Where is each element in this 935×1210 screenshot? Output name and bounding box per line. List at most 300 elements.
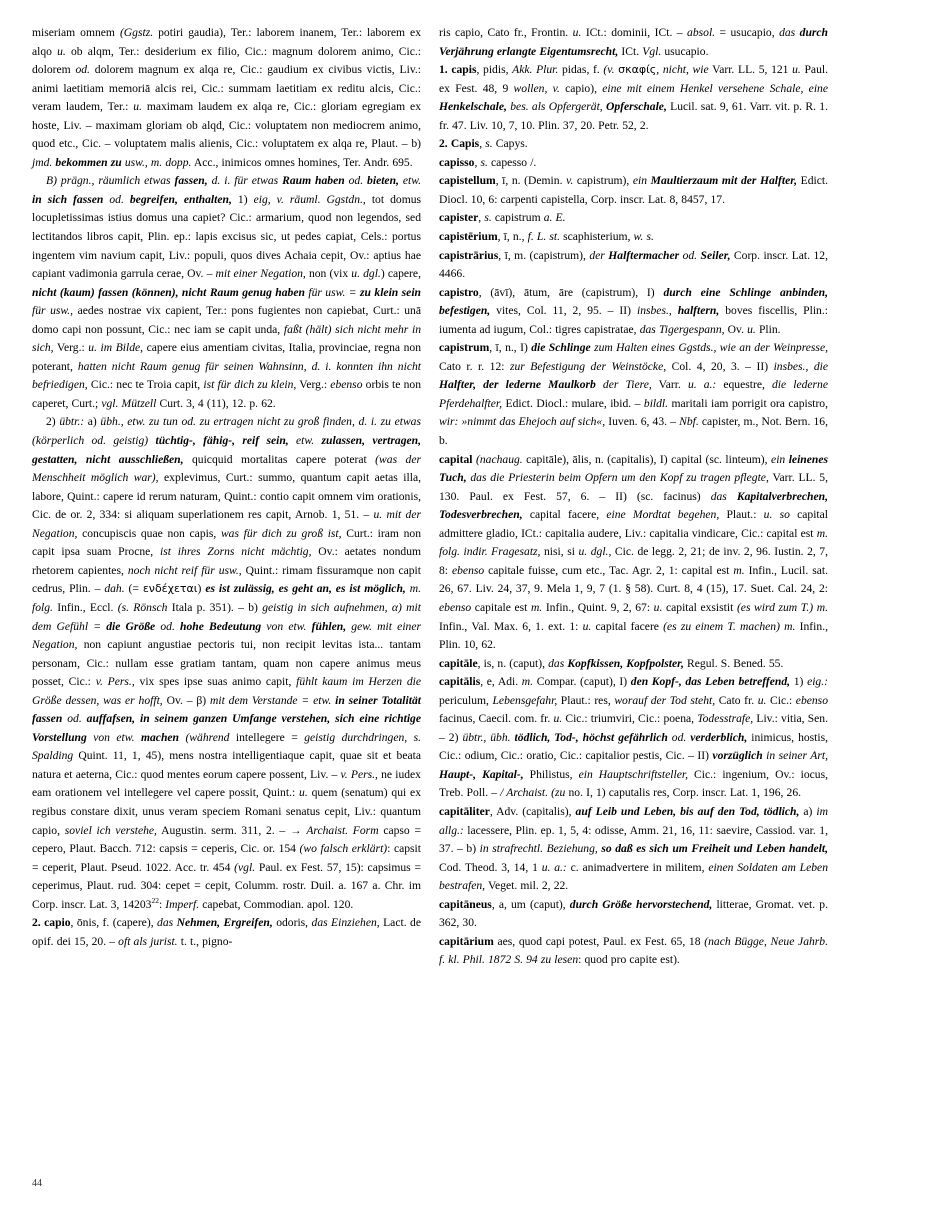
gloss-italic: ebenso bbox=[330, 378, 363, 392]
gloss-italic: von etw. bbox=[93, 730, 141, 744]
gloss-italic: absol. bbox=[687, 26, 716, 39]
latin-text: capesso /. bbox=[487, 155, 537, 169]
gloss-italic: m. bbox=[733, 563, 745, 577]
gloss-italic: von etw. bbox=[266, 619, 312, 633]
gloss-italic: in seiner Art, bbox=[766, 749, 828, 763]
gloss-italic: insbes., die bbox=[773, 359, 829, 373]
headword: capistro bbox=[439, 285, 479, 299]
latin-text: Paul. ex Fest. 57, 15): capsimus = ceperimus, Plaut. rud. 304: cepet = cepit, Columm. rostr. Duil. a. 167 a. Chr. im Corp. inscr. Lat. 3, 14203 bbox=[32, 860, 421, 911]
latin-text: capistrum bbox=[491, 211, 544, 225]
latin-text: inimicus, hostis, Cic.: odium, Cic.: oratio, Cic.: capitalior pestis, Cic. – II) bbox=[439, 730, 829, 763]
latin-text: Verg.: bbox=[296, 378, 331, 392]
latin-text: Curt.: iram non capit ipsa suam Procne, bbox=[32, 526, 421, 559]
gloss-italic: B) bbox=[46, 174, 61, 188]
gloss-italic: prägn., räumlich etwas bbox=[60, 174, 175, 188]
latin-text: , ī, n. (Demin. bbox=[495, 174, 567, 188]
german-meaning: Raum haben bbox=[282, 174, 349, 188]
entry-continuation bbox=[32, 172, 421, 413]
gloss-italic: zur Befestigung der Weinstöcke, bbox=[509, 359, 667, 373]
latin-text: capitāle), ālis, n. (capitalis), I) capital (sc. linteum), bbox=[522, 452, 772, 466]
latin-text: Corp. inscr. Lat. 12, 4466. bbox=[439, 248, 828, 281]
dictionary-entry bbox=[439, 247, 828, 284]
gloss-italic: ist ihres Zorns nicht mächtig, bbox=[160, 545, 312, 559]
gloss-italic: / Archaist. (zu bbox=[500, 786, 566, 800]
german-meaning: die Schlinge bbox=[531, 341, 595, 355]
latin-text: 1) bbox=[231, 192, 254, 206]
latin-text: Iuven. 6, 43. – bbox=[605, 415, 680, 429]
german-meaning: tödlich, Tod-, höchst gefährlich bbox=[514, 730, 672, 744]
gloss-italic: od. bbox=[67, 712, 87, 726]
latin-text: Ov. bbox=[724, 322, 748, 336]
gloss-italic: α) bbox=[387, 600, 407, 614]
latin-text: Infin., Val. Max. 6, 1. ext. 1: bbox=[439, 619, 583, 633]
headword: capistrārius bbox=[439, 248, 499, 262]
latin-text: , (āvī), ātum, āre (capistrum), I) bbox=[478, 285, 664, 299]
gloss-italic: d. i. für etwas bbox=[207, 174, 283, 188]
latin-text: Regul. S. Bened. 55. bbox=[683, 656, 784, 670]
gloss-italic: was für dich zu groß ist, bbox=[220, 526, 342, 540]
dictionary-entry bbox=[439, 339, 828, 450]
latin-text: = usucapio, bbox=[715, 26, 780, 39]
gloss-italic: hatten nicht Raum genug für seinen Wahnsinn, d. i. konnten ihn nicht befriedigen, bbox=[32, 359, 421, 392]
gloss-italic: a. E. bbox=[543, 211, 566, 225]
latin-text: Plaut.: bbox=[719, 508, 764, 522]
headword: capitālis bbox=[439, 675, 481, 689]
gloss-italic: u. a.: bbox=[541, 860, 567, 874]
latin-text: capio), bbox=[559, 81, 603, 95]
gloss-italic: (vgl. bbox=[234, 860, 256, 874]
gloss-italic: faßt (hält) sich nicht mehr in sich, bbox=[32, 322, 421, 355]
latin-text: dolorem magnum ex alqa re, Cic.: gaudium ex civibus victis, Liv.: animi laetitiam memoriā alcis rei, Cic.: summam laetitiam ex reditu alcis, Cic.: veram laudem, Ter.: bbox=[32, 63, 421, 114]
gloss-italic: bildl. bbox=[643, 396, 669, 410]
latin-text: c. animadvertere in militem, bbox=[566, 860, 709, 874]
gloss-italic: ein bbox=[771, 452, 789, 466]
latin-text: , bbox=[479, 137, 486, 151]
gloss-italic: usw., m. dopp. bbox=[124, 155, 192, 169]
gloss-italic: s. bbox=[484, 211, 492, 225]
gloss-italic: (während bbox=[185, 730, 230, 744]
dictionary-entry bbox=[439, 135, 828, 154]
latin-text: Ov. – β) bbox=[162, 693, 211, 707]
gloss-italic: (was der Menschheit möglich war), bbox=[32, 452, 421, 485]
latin-text: vix spes ipse suas animo capit, bbox=[134, 675, 297, 689]
latin-text: quicquid mortalitas capere poterat bbox=[183, 452, 376, 466]
gloss-italic: Lebensgefahr, bbox=[492, 693, 558, 707]
german-meaning: es ist zulässig, es geht an, es ist möglich, bbox=[205, 582, 406, 596]
latin-text: scaphisterium, bbox=[559, 230, 634, 244]
gloss-italic: (Ggstz. bbox=[119, 26, 154, 39]
gloss-italic: u. bbox=[553, 712, 563, 726]
german-meaning: durch Größe hervorstechend, bbox=[569, 897, 713, 911]
gloss-italic: etw. bbox=[398, 174, 422, 188]
latin-text: , a, um (caput), bbox=[491, 897, 570, 911]
german-meaning: begreifen, enthalten, bbox=[129, 192, 232, 206]
latin-text: , pidis, bbox=[476, 63, 513, 77]
gloss-italic: (v. bbox=[603, 63, 619, 77]
gloss-italic: eig, v. räuml. Ggstdn., bbox=[253, 192, 366, 206]
latin-text: ob alqm, Ter.: desiderium ex filio, Cic.: magnum dolorem animo, Cic.: dolorem bbox=[32, 44, 421, 77]
latin-text: non (vix bbox=[305, 267, 352, 281]
gloss-italic: bes. als Opfergerät, bbox=[506, 100, 603, 114]
gloss-italic: u. bbox=[572, 26, 582, 39]
gloss-italic: gew. mit einer Negation, bbox=[32, 619, 421, 652]
latin-text: quem (senatum) qui ex regibus constare dixit, unus veram speciem Romani senatus cepit, Liv.: quantum capio, bbox=[32, 786, 421, 837]
latin-text: concupiscis quae non capis, bbox=[77, 526, 221, 540]
latin-text: Lucil. sat. 9, 61. Varr. vit. p. R. 1. fr. 47. Liv. 10, 7, 10. Plin. 37, 20. Petr. 52, 2. bbox=[439, 100, 828, 132]
entry-continuation bbox=[439, 24, 828, 61]
latin-text: maximam laudem ex alqa re, Cic.: gloriam egregiam ex hoste, Liv. – maximam gloriam ob alqd, Cic.: voluptatem non mediocrem animo, quod etc., Cic. – voluptatem malis alienis, Cic.: voluptatem ex alqa re, Plaut. – b) bbox=[32, 100, 421, 151]
gloss-italic: im allg.: bbox=[439, 804, 828, 837]
gloss-italic: insbes., bbox=[636, 304, 678, 318]
latin-text: tot domus locupletissimas istius domus una capiet? Cic.: armarium, quod non legendos, sed lectitandos libros capit, Plin. ep.: lapis excisus sic, ut pedes capiat, Cels.: portus ingentem vim navium capit, Liv.: populi, quos dives Achaia cepit, Ov.: aptius hae capiant vadimonia garrula cerae, Ov. – bbox=[32, 192, 422, 281]
latin-text: Cic.: bbox=[766, 693, 796, 707]
gloss-italic: (nachaug. bbox=[476, 452, 523, 466]
gloss-italic: od. bbox=[348, 174, 368, 188]
gloss-italic: ebenso bbox=[451, 563, 485, 577]
latin-text: Lact. de opif. dei 15, 20. – bbox=[32, 916, 421, 948]
gloss-italic: einen Soldaten am Leben bestrafen, bbox=[439, 860, 829, 893]
german-meaning: Kopfkissen, Kopfpolster, bbox=[567, 656, 684, 670]
entry-continuation bbox=[32, 413, 421, 914]
latin-text: litterae, Gromat. vet. p. 362, 30. bbox=[439, 897, 828, 930]
gloss-italic: zum Halten eines Ggstds., wie an der Weinpresse, bbox=[594, 341, 828, 355]
latin-text: Infin., Eccl. bbox=[52, 600, 118, 614]
german-meaning: den Kopf-, das Leben betreffend, bbox=[630, 675, 791, 689]
gloss-italic: fühlt kaum im Herzen die Größe dessen, was er hofft, bbox=[32, 675, 421, 707]
latin-text: ) capere, bbox=[380, 267, 421, 281]
latin-text: Curt. 3, 4 (11), 12. p. 62. bbox=[156, 396, 276, 410]
gloss-italic: s. bbox=[480, 155, 488, 169]
gloss-italic: od. bbox=[682, 248, 701, 262]
gloss-italic: u. a.: bbox=[687, 378, 717, 392]
gloss-italic: u. bbox=[57, 44, 66, 58]
gloss-italic: die lederne Pferdehalfter, bbox=[439, 378, 828, 410]
gloss-italic: das die Priesterin beim Opfern um den Kopf zu tragen pflegte, bbox=[466, 471, 769, 485]
gloss-italic: oft als jurist. bbox=[118, 934, 178, 948]
latin-text: Plaut.: res, bbox=[557, 693, 615, 707]
gloss-italic: noch nicht reif für usw., bbox=[127, 563, 242, 577]
latin-text: Plin. bbox=[755, 322, 781, 336]
gloss-italic: Archaist. Form bbox=[306, 823, 379, 837]
headword: capistērium bbox=[439, 230, 498, 244]
gloss-italic: wollen, v. bbox=[513, 81, 560, 95]
latin-text: Varr. bbox=[651, 378, 688, 392]
german-meaning: in sich fassen bbox=[32, 192, 110, 206]
gloss-italic: geistig in sich aufnehmen, bbox=[262, 600, 388, 614]
gloss-italic: m. bbox=[521, 675, 534, 689]
latin-text: usucapio. bbox=[661, 44, 709, 58]
gloss-italic: v. Pers., bbox=[95, 675, 135, 689]
gloss-italic: u. dgl., bbox=[578, 545, 612, 559]
latin-text: , ī, m. (capistrum), bbox=[498, 248, 590, 262]
latin-text: equestre, bbox=[716, 378, 772, 392]
headword: 1. capis bbox=[439, 63, 477, 77]
gloss-italic: das bbox=[779, 26, 800, 39]
latin-text: capitale fuisse, cum etc., Tac. Agr. 2, 1: capital est bbox=[484, 563, 734, 577]
gloss-italic: etw. bbox=[288, 434, 322, 448]
dictionary-entry bbox=[439, 154, 828, 173]
latin-text: Varr. LL. 5, 130. Paul. ex Fest. 57, 6. – II) (sc. facinus) bbox=[439, 471, 829, 503]
german-meaning: Kapitalverbrechen, Todesverbrechen, bbox=[439, 489, 828, 522]
latin-text: boves fiscellis, Plin.: iumenta ad iugum, Col.: tigres capistratae, bbox=[439, 304, 828, 336]
headword: capitāneus bbox=[439, 897, 492, 911]
gloss-italic: u. bbox=[299, 786, 308, 800]
gloss-italic: s. bbox=[485, 137, 493, 151]
latin-text: t. t., pigno- bbox=[177, 934, 233, 948]
dictionary-entry bbox=[439, 803, 828, 896]
latin-text: Edict. Diocl.: mulare, ibid. – bbox=[502, 396, 644, 410]
gloss-italic: übh., etw. zu tun od. zu ertragen nicht zu groß finden, d. i. zu etwas (körperlich od. geistig) bbox=[32, 415, 421, 448]
headword: capital bbox=[439, 452, 473, 466]
headword: capitāle bbox=[439, 656, 478, 670]
gloss-italic: der bbox=[589, 248, 609, 262]
latin-text: odoris, bbox=[272, 916, 312, 930]
gloss-italic: ein Hauptschriftsteller, bbox=[578, 767, 689, 781]
latin-text: 1) bbox=[790, 675, 808, 689]
latin-text: Cato fr. bbox=[715, 693, 758, 707]
latin-text: Cic.: ingenium, Ov.: iocus, Treb. Poll. – bbox=[439, 767, 829, 800]
latin-text: capso = cepero, Plaut. Bacch. 712: capsis = ceperis, Cic. or. 154 bbox=[32, 823, 421, 856]
latin-text: Cic.: triumviri, Cic.: poena, bbox=[562, 712, 698, 726]
latin-text: , ī, n., bbox=[497, 230, 528, 244]
german-meaning: Seiler, bbox=[700, 248, 731, 262]
german-meaning: Haupt-, Kapital-, bbox=[439, 767, 524, 781]
gloss-italic: soviel ich verstehe, bbox=[64, 823, 157, 837]
gloss-italic: Nbf. bbox=[679, 415, 699, 429]
latin-text: , ōnis, f. (capere), bbox=[70, 916, 158, 930]
headword: capisso bbox=[439, 155, 475, 169]
latin-text: orbis te non caperet, Curt.; bbox=[32, 378, 421, 410]
latin-text: Edict. Diocl. 10, 6: carpenti capistella, Corp. inscr. Lat. 8, 8457, 17. bbox=[439, 174, 828, 206]
latin-text: aes, quod capi potest, Paul. ex Fest. 65, 18 bbox=[493, 934, 705, 948]
german-meaning: tüchtig-, fähig-, reif sein, bbox=[155, 434, 289, 448]
gloss-italic: ist für dich zu klein, bbox=[203, 378, 297, 392]
headword: 2. Capis bbox=[439, 137, 480, 151]
german-meaning: bieten, bbox=[367, 174, 399, 188]
gloss-italic: ein bbox=[632, 174, 651, 188]
german-meaning: zu klein sein bbox=[360, 285, 421, 299]
gloss-italic: das Tigergespann, bbox=[639, 322, 725, 336]
latin-text: Augustin. serm. 311, 2. – → bbox=[156, 823, 307, 837]
dictionary-entry bbox=[439, 933, 828, 970]
gloss-italic: (es wird zum T.) m. bbox=[736, 600, 828, 614]
german-meaning: zulassen, vertragen, gestatten, nicht ausschließen, bbox=[32, 434, 422, 466]
latin-text: miseriam omnem bbox=[32, 26, 120, 39]
page-number: 44 bbox=[32, 1178, 42, 1189]
latin-text: Ov.: aetates nondum rhetorem capientes, bbox=[32, 545, 422, 577]
greek-text: ενδέχεται bbox=[142, 582, 198, 596]
latin-text: ICt. bbox=[618, 44, 643, 58]
latin-text: Quint. 11, 1, 45), mens nostra intelligentiaque capit, quae sit et beata natura et aeterna, Cic.: quod mentes eorum capere possent, Liv. – bbox=[32, 749, 421, 781]
gloss-italic: Akk. Plur. bbox=[512, 63, 559, 77]
gloss-italic: mit dem Verstande = etw. bbox=[210, 693, 336, 707]
left-column bbox=[32, 24, 421, 1154]
latin-text: potiri gaudia), Ter.: laborem inanem, Ter.: laborem ex alqo bbox=[32, 26, 421, 58]
gloss-italic: das bbox=[548, 656, 568, 670]
latin-text: capital facere, bbox=[522, 508, 607, 522]
german-meaning: verderblich, bbox=[690, 730, 748, 744]
gloss-italic: (nach Bügge, Neue Jahrb. f. kl. Phil. 1872 S. 94 zu lesen bbox=[439, 934, 828, 967]
gloss-italic: od. bbox=[109, 192, 130, 206]
latin-text: capebat, Commodian. apol. 120. bbox=[199, 897, 354, 911]
latin-text: Paul. ex Fest. 48, 9 bbox=[439, 63, 828, 95]
gloss-italic: u. bbox=[133, 100, 142, 114]
latin-text: capitale est bbox=[471, 600, 531, 614]
headword: capister bbox=[439, 211, 479, 225]
latin-text: facinus, Caecil. com. fr. bbox=[439, 712, 554, 726]
latin-text: Philistus, bbox=[523, 767, 579, 781]
dictionary-entry bbox=[439, 896, 828, 933]
latin-text: , is, n. (caput), bbox=[477, 656, 549, 670]
gloss-italic: der Tiere, bbox=[602, 378, 652, 392]
latin-text: : quod pro capite est). bbox=[578, 953, 680, 967]
gloss-italic: v. bbox=[566, 174, 574, 188]
gloss-italic: jmd. bbox=[32, 155, 56, 169]
german-meaning: auffafsen, in seinem ganzen Umfange verstehen, sich eine richtige Vorstellung bbox=[32, 712, 421, 744]
latin-text: Verg.: bbox=[53, 341, 89, 355]
german-meaning: durch eine Schlinge anbinden, befestigen, bbox=[439, 285, 828, 318]
german-meaning: fühlen, bbox=[311, 619, 347, 633]
german-meaning: Opferschale, bbox=[606, 100, 667, 114]
latin-text: 2) bbox=[46, 415, 60, 429]
latin-text: maritali iam porrigit ora capistro, bbox=[668, 396, 829, 410]
latin-text: : bbox=[158, 897, 166, 911]
dictionary-entry bbox=[439, 172, 828, 209]
latin-text: capital exsistit bbox=[662, 600, 737, 614]
gloss-italic: m. folg. bbox=[32, 582, 421, 614]
gloss-italic: geistig durchdringen, s. Spalding bbox=[32, 730, 422, 763]
latin-text: Cic.: nec te Troia capit, bbox=[87, 378, 204, 392]
gloss-italic: w. s. bbox=[633, 230, 654, 244]
right-column bbox=[439, 24, 828, 1154]
latin-text: ne iudex eam orationem vel intellegere vel capere possit, Quint.: bbox=[32, 767, 421, 800]
latin-text: Cato r. r. 12: bbox=[439, 359, 510, 373]
latin-text: nisi, si bbox=[540, 545, 579, 559]
latin-text: Col. 4, 20, 3. – II) bbox=[666, 359, 774, 373]
german-meaning: bekommen zu bbox=[55, 155, 125, 169]
german-meaning: hohe Bedeutung bbox=[180, 619, 267, 633]
german-meaning: leinenes Tuch, bbox=[439, 452, 828, 485]
dictionary-entry bbox=[439, 284, 828, 340]
gloss-italic: (wo falsch erklärt) bbox=[299, 842, 388, 856]
gloss-italic: das bbox=[710, 489, 737, 503]
latin-text: pidas, f. bbox=[558, 63, 604, 77]
gloss-italic: od. bbox=[671, 730, 691, 744]
latin-text: Liv.: vitia, Sen. – 2) bbox=[439, 712, 828, 744]
gloss-italic: worauf der Tod steht, bbox=[614, 693, 716, 707]
gloss-italic: für usw., bbox=[32, 304, 74, 318]
latin-text: Cic. de legg. 2, 21; de inv. 2, 96. Iustin. 2, 7, 8: bbox=[439, 545, 829, 577]
german-meaning: Nehmen, Ergreifen, bbox=[176, 916, 273, 930]
latin-text: non capiunt angustiae pectoris tui, non recipit levitas ista... tantam personam, Cic.: nullam esse gratiam tantam, quam non capere animus meus posset, Cic.: bbox=[32, 638, 421, 689]
gloss-italic: (s. Rönsch bbox=[117, 600, 168, 614]
latin-text: Acc., inimicos omnes homines, Ter. Andr. 695. bbox=[191, 155, 413, 169]
gloss-italic: eig.: bbox=[807, 675, 828, 689]
headword: capistrum bbox=[439, 341, 490, 355]
headword: capistellum bbox=[439, 174, 496, 188]
gloss-italic: übtr., übh. bbox=[462, 730, 515, 744]
latin-text: : capsit = ceperit, Plaut. Pseud. 1022. Acc. tr. 454 bbox=[32, 842, 421, 874]
german-meaning: Maultierzaum mit der Halfter, bbox=[650, 174, 798, 188]
german-meaning: durch Verjährung erlangte Eigentumsrecht, bbox=[439, 26, 828, 58]
gloss-italic: Vgl. bbox=[642, 44, 662, 58]
gloss-italic: u. bbox=[792, 63, 801, 77]
gloss-italic: f. L. st. bbox=[527, 230, 560, 244]
german-meaning: vorzüglich bbox=[712, 749, 767, 763]
german-meaning: die Größe bbox=[106, 619, 161, 633]
latin-text: Itala p. 351). – b) bbox=[167, 600, 263, 614]
greek-text: σκαφίς bbox=[618, 63, 657, 77]
gloss-italic: in strafrechtl. Beziehung, bbox=[479, 842, 602, 856]
german-meaning: nicht (kaum) fassen (können), nicht Raum genug haben bbox=[32, 285, 309, 299]
latin-text: , e, Adi. bbox=[480, 675, 522, 689]
headword: capitārium bbox=[439, 934, 494, 948]
latin-text: capital facere bbox=[591, 619, 664, 633]
gloss-italic: u. mit der Negation, bbox=[32, 508, 421, 540]
latin-text: no. I, 1) caputalis res, Corp. inscr. Lat. 1, 196, 26. bbox=[565, 786, 802, 800]
gloss-italic: das Einziehen, bbox=[311, 916, 380, 930]
latin-text: , ī, n., I) bbox=[489, 341, 532, 355]
gloss-italic: eine mit einem Henkel versehene Schale, eine bbox=[602, 81, 828, 95]
text-columns bbox=[32, 24, 904, 1154]
gloss-italic: vgl. Mützell bbox=[101, 396, 157, 410]
latin-text: Cod. Theod. 3, 14, 1 bbox=[439, 860, 542, 874]
latin-text: aedes nostrae vix capient, Ter.: pons fugientes non capiebat, Curt.: unā domo capi non possunt, Cic.: nec iam se capit unda, bbox=[32, 304, 421, 336]
latin-text: ICt.: dominii, ICt. – bbox=[581, 26, 688, 39]
gloss-italic: eine Mordtat begehen, bbox=[606, 508, 720, 522]
gloss-italic: u. bbox=[653, 600, 663, 614]
latin-text: Capys. bbox=[492, 137, 528, 151]
latin-text: (= bbox=[124, 582, 143, 596]
headword: 2. capio bbox=[32, 916, 71, 930]
gloss-italic: Todesstrafe, bbox=[697, 712, 754, 726]
superscript-note: 22 bbox=[151, 895, 159, 905]
latin-text: intellegere = bbox=[229, 730, 305, 744]
dictionary-entry bbox=[439, 451, 828, 655]
german-meaning: Henkelschale, bbox=[439, 100, 507, 114]
dictionary-entry bbox=[439, 61, 828, 135]
latin-text: ris capio, Cato fr., Frontin. bbox=[439, 26, 573, 39]
gloss-italic: u. dgl. bbox=[351, 267, 381, 281]
latin-text: a) bbox=[84, 415, 101, 429]
latin-text: ) bbox=[197, 582, 206, 596]
latin-text: a) bbox=[799, 804, 817, 818]
latin-text: explevimus, Curt.: summo, quantum capit aetas illa, labore, Quint.: capere id rerum naturam, Quint.: contio capit omnem vim orationis, Cic. de or. 2, 334: si aliquam superlationem res capit, Arnob. 1, 51. – bbox=[32, 471, 422, 522]
gloss-italic: u. im Bilde, bbox=[88, 341, 144, 355]
gloss-italic: mit einer Negation, bbox=[215, 267, 306, 281]
dictionary-entry bbox=[439, 673, 828, 803]
dictionary-entry bbox=[439, 655, 828, 674]
gloss-italic: u. bbox=[582, 619, 592, 633]
latin-text: Infin., Plin. 10, 62. bbox=[439, 619, 828, 652]
latin-text: Compar. (caput), I) bbox=[533, 675, 631, 689]
gloss-italic: mit dem Gefühl = bbox=[32, 600, 421, 633]
german-meaning: halftern, bbox=[677, 304, 720, 318]
latin-text: periculum, bbox=[439, 693, 493, 707]
gloss-italic: ebenso bbox=[795, 693, 828, 707]
dictionary-entry bbox=[32, 914, 421, 951]
dictionary-entry bbox=[439, 228, 828, 247]
german-meaning: Halftermacher bbox=[608, 248, 683, 262]
gloss-italic: m. bbox=[530, 600, 543, 614]
entry-continuation bbox=[32, 24, 421, 172]
headword: capitāliter bbox=[439, 804, 490, 818]
gloss-italic: od. bbox=[160, 619, 181, 633]
latin-text: Varr. LL. 5, 121 bbox=[708, 63, 793, 77]
gloss-italic: Imperf. bbox=[165, 897, 200, 911]
gloss-italic: u. bbox=[757, 693, 767, 707]
latin-text: , bbox=[478, 211, 485, 225]
